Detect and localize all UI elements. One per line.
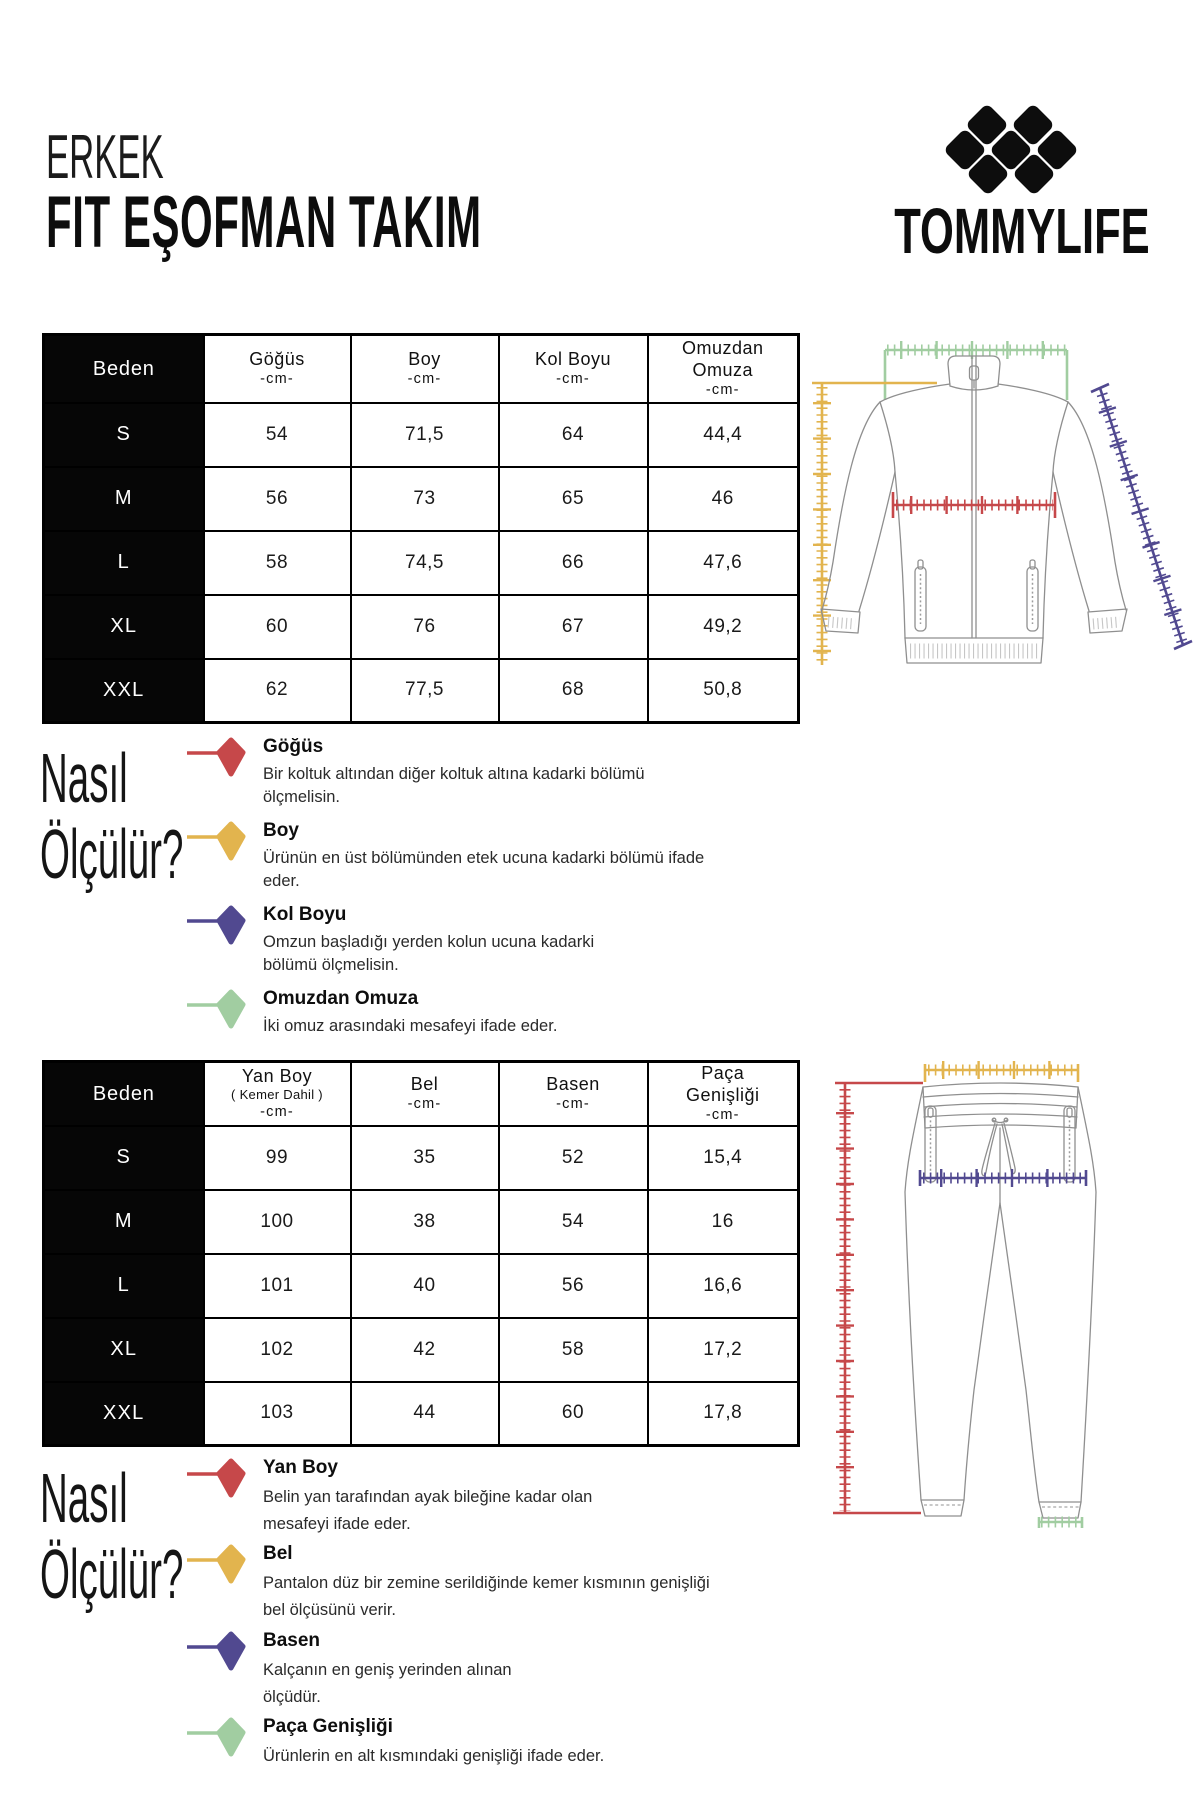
sleeve-ruler	[1091, 384, 1192, 649]
bel-diamond-marker-icon	[185, 1544, 247, 1588]
size-cell: XL	[44, 1318, 204, 1382]
length-ruler	[812, 383, 937, 665]
header-cell-gogus: Göğüs -cm-	[204, 335, 351, 403]
size-row	[44, 1126, 799, 1190]
size-cell: XL	[44, 595, 204, 659]
value-cell: 102	[204, 1318, 351, 1382]
size-cell: M	[44, 467, 204, 531]
legend-description: Pantalon düz bir zemine serildiğinde kemer kısmının genişliği bel ölçüsünü verir.	[263, 1574, 710, 1620]
legend-label: Göğüs	[263, 736, 324, 757]
value-cell: 47,6	[648, 531, 799, 595]
value-cell: 68	[499, 659, 648, 723]
legend-description: Belin yan tarafından ayak bileğine kadar olan mesafeyi ifade eder.	[263, 1488, 593, 1533]
value-cell: 16,6	[648, 1254, 799, 1318]
value-cell: 42	[351, 1318, 499, 1382]
legend-label: Basen	[263, 1629, 321, 1651]
header-cell-boy: Boy -cm-	[351, 335, 499, 403]
value-cell: 74,5	[351, 531, 499, 595]
value-cell: 54	[499, 1190, 648, 1254]
value-cell: 16	[648, 1190, 799, 1254]
value-cell: 46	[648, 467, 799, 531]
size-row	[44, 531, 799, 595]
size-row	[44, 403, 799, 467]
legend-label: Paça Genişliği	[263, 1716, 393, 1738]
size-cell: L	[44, 1254, 204, 1318]
kol-boyu-diamond-marker-icon	[185, 905, 247, 949]
value-cell: 50,8	[648, 659, 799, 723]
legend-description: Ürünün en üst bölümünden etek ucuna kadarki bölümü ifade eder.	[263, 848, 705, 891]
value-cell: 66	[499, 531, 648, 595]
value-cell: 17,2	[648, 1318, 799, 1382]
value-cell: 60	[499, 1382, 648, 1446]
header-row	[44, 335, 799, 403]
value-cell: 100	[204, 1190, 351, 1254]
legend-description: İki omuz arasındaki mesafeyi ifade eder.	[263, 1016, 558, 1035]
size-cell: S	[44, 1126, 204, 1190]
header-cell-beden: Beden	[44, 335, 204, 403]
legend-label: Bel	[263, 1543, 293, 1565]
size-row	[44, 467, 799, 531]
value-cell: 52	[499, 1126, 648, 1190]
value-cell: 77,5	[351, 659, 499, 723]
size-cell: S	[44, 403, 204, 467]
legend-label: Boy	[263, 819, 299, 841]
omuzdan-omuza-diamond-marker-icon	[185, 989, 247, 1033]
how-to-measure-heading-bottom: Nasıl Ölçülür?	[40, 1459, 184, 1613]
yan-boy-diamond-marker-icon	[185, 1458, 247, 1502]
legend-item-gogus	[185, 735, 805, 810]
page-title-line1: ERKEK	[46, 123, 164, 192]
basen-diamond-marker-icon	[185, 1631, 247, 1675]
legend-item-boy	[185, 819, 805, 894]
paca-genisligi-diamond-marker-icon	[185, 1717, 247, 1761]
boy-diamond-marker-icon	[185, 821, 247, 865]
size-row	[44, 1318, 799, 1382]
value-cell: 101	[204, 1254, 351, 1318]
size-row	[44, 659, 799, 723]
header-cell-paca-genisligi: Paça Genişliği -cm-	[648, 1062, 799, 1126]
legend-item-bel	[185, 1542, 805, 1623]
pants-outline	[905, 1083, 1096, 1518]
size-cell: XXL	[44, 1382, 204, 1446]
value-cell: 62	[204, 659, 351, 723]
size-cell: L	[44, 531, 204, 595]
legend-item-basen	[185, 1629, 805, 1710]
hip-ruler	[920, 1170, 1086, 1186]
value-cell: 99	[204, 1126, 351, 1190]
value-cell: 49,2	[648, 595, 799, 659]
legend-item-yan-boy	[185, 1456, 805, 1537]
value-cell: 54	[204, 403, 351, 467]
size-row	[44, 1190, 799, 1254]
value-cell: 76	[351, 595, 499, 659]
size-cell: M	[44, 1190, 204, 1254]
gogus-diamond-marker-icon	[185, 737, 247, 781]
chest-ruler	[893, 492, 1055, 518]
header-row	[44, 1062, 799, 1126]
value-cell: 67	[499, 595, 648, 659]
legend-label: Kol Boyu	[263, 903, 347, 925]
header-cell-basen: Basen -cm-	[499, 1062, 648, 1126]
jacket-outline	[821, 356, 1127, 663]
header-cell-bel: Bel -cm-	[351, 1062, 499, 1126]
value-cell: 58	[204, 531, 351, 595]
value-cell: 71,5	[351, 403, 499, 467]
size-row	[44, 1382, 799, 1446]
how-to-measure-heading-top: Nasıl Ölçülür?	[40, 739, 184, 893]
size-row	[44, 1254, 799, 1318]
header-cell-yan-boy: Yan Boy ( Kemer Dahil ) -cm-	[204, 1062, 351, 1126]
value-cell: 65	[499, 467, 648, 531]
legend-item-paca-genisligi	[185, 1715, 805, 1770]
value-cell: 58	[499, 1318, 648, 1382]
value-cell: 73	[351, 467, 499, 531]
value-cell: 44	[351, 1382, 499, 1446]
legend-label: Yan Boy	[263, 1457, 338, 1478]
pants-size-table	[42, 1060, 800, 1447]
pants-measure-legend	[185, 1456, 805, 1775]
value-cell: 64	[499, 403, 648, 467]
brand-wordmark: TOMMYLIFE	[894, 195, 1150, 267]
value-cell: 56	[204, 467, 351, 531]
legend-description: Bir koltuk altından diğer koltuk altına kadarki bölümü ölçmelisin.	[263, 765, 645, 807]
value-cell: 40	[351, 1254, 499, 1318]
legend-description: Ürünlerin en alt kısmındaki genişliği ifade eder.	[263, 1747, 605, 1766]
legend-description: Kalçanın en geniş yerinden alınan ölçüdür.	[263, 1660, 512, 1706]
waist-ruler	[925, 1064, 1078, 1082]
value-cell: 103	[204, 1382, 351, 1446]
page-title-line2: FIT EŞOFMAN TAKIM	[46, 182, 482, 263]
value-cell: 44,4	[648, 403, 799, 467]
value-cell: 56	[499, 1254, 648, 1318]
size-cell: XXL	[44, 659, 204, 723]
size-row	[44, 595, 799, 659]
value-cell: 17,8	[648, 1382, 799, 1446]
jacket-diagram	[700, 280, 1200, 680]
value-cell: 35	[351, 1126, 499, 1190]
jacket-size-table	[42, 333, 800, 724]
header-cell-kol-boyu: Kol Boyu -cm-	[499, 335, 648, 403]
value-cell: 38	[351, 1190, 499, 1254]
legend-description: Omzun başladığı yerden kolun ucuna kadarki bölümü ölçmelisin.	[263, 932, 595, 975]
header-cell-omuzdan-omuza: Omuzdan Omuza -cm-	[648, 335, 799, 403]
value-cell: 15,4	[648, 1126, 799, 1190]
header-cell-beden: Beden	[44, 1062, 204, 1126]
value-cell: 60	[204, 595, 351, 659]
hem-ruler	[1039, 1517, 1082, 1528]
legend-label: Omuzdan Omuza	[263, 987, 419, 1009]
brand-logo-diamonds-icon	[940, 98, 1085, 198]
